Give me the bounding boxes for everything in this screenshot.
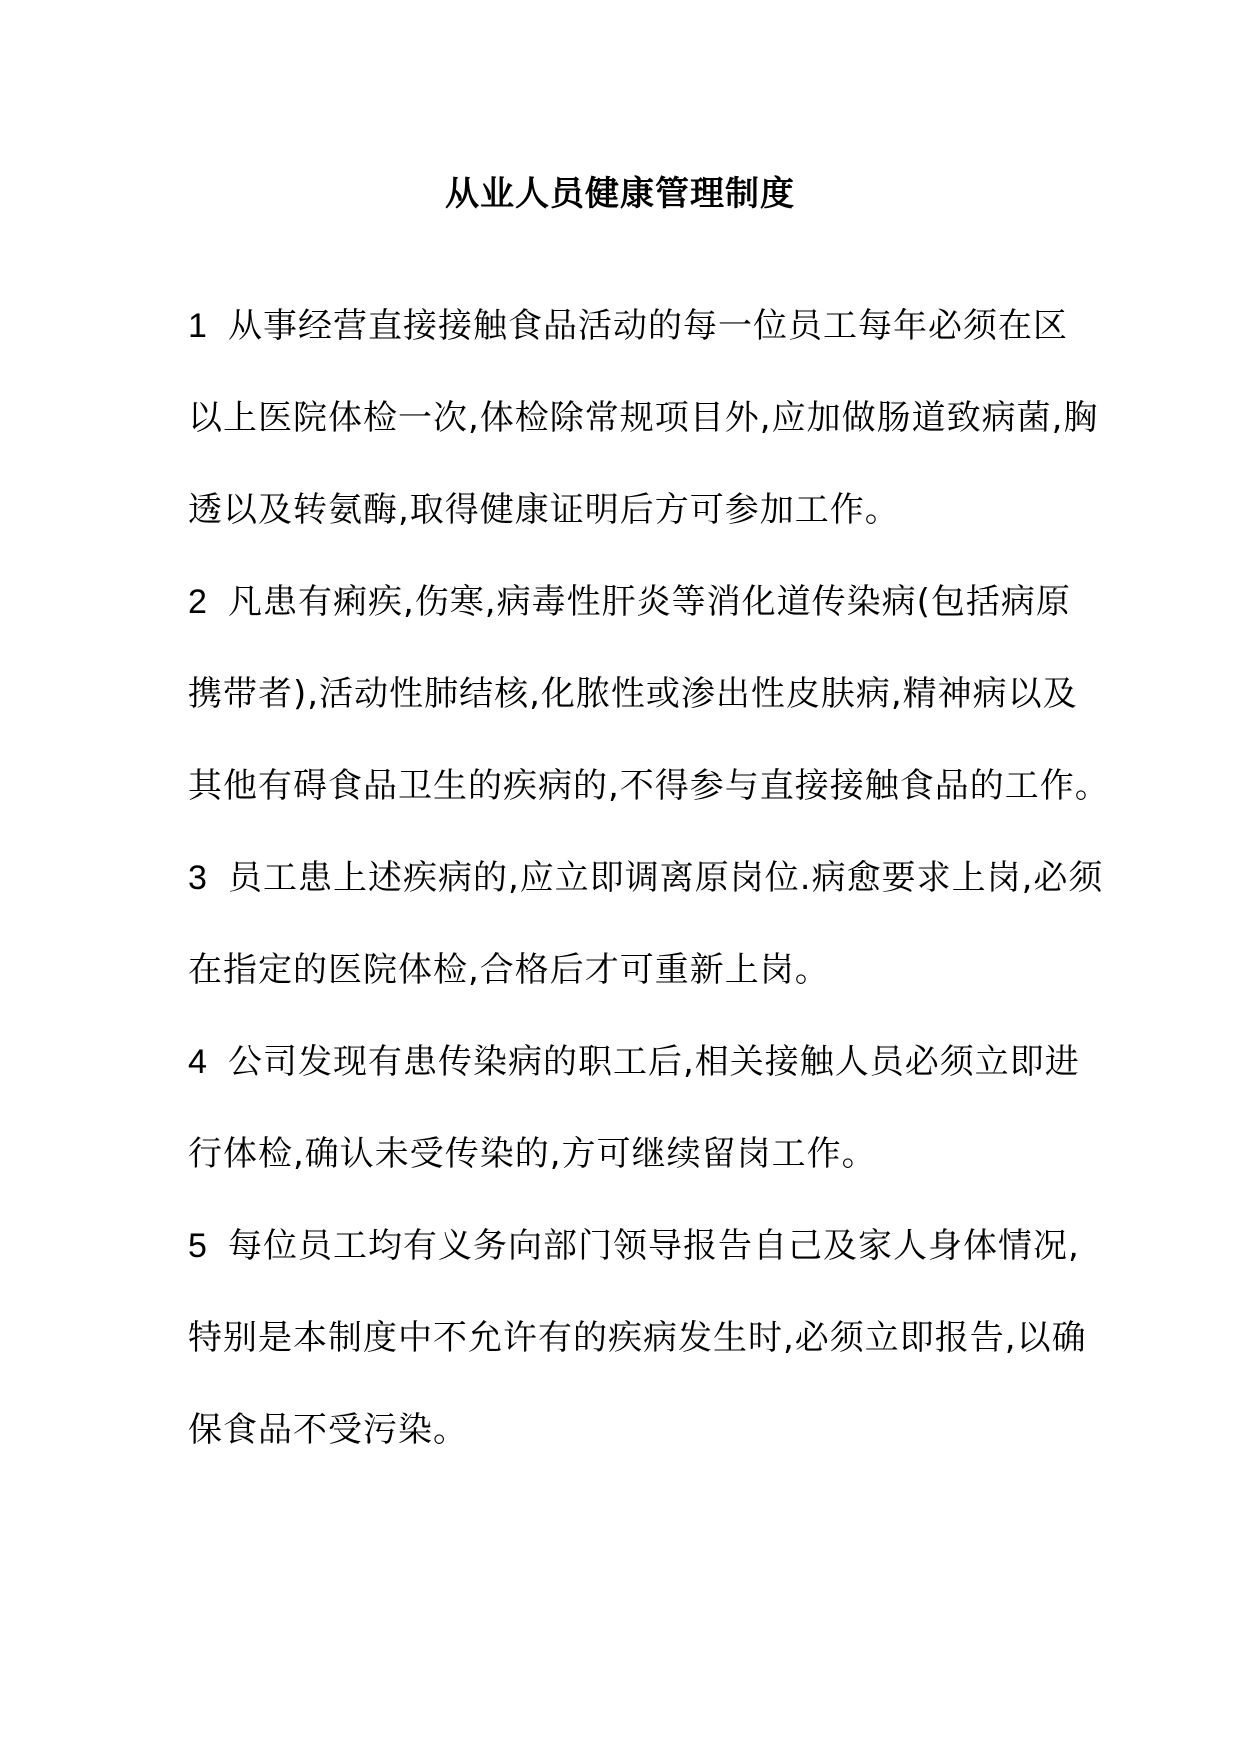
item-5-number: 5 bbox=[188, 1227, 208, 1265]
item-2-text-line-2: 携带者),活动性肺结核,化脓性或渗出性皮肤病,精神病以及 bbox=[188, 674, 1078, 714]
document-title: 从业人员健康管理制度 bbox=[445, 174, 795, 214]
item-5-text-line-1: 每位员工均有义务向部门领导报告自己及家人身体情况, bbox=[228, 1226, 1080, 1266]
item-3-number: 3 bbox=[188, 859, 208, 897]
item-2-number: 2 bbox=[188, 583, 208, 621]
item-3-line-2 bbox=[188, 948, 830, 992]
item-2-text-line-3: 其他有碍食品卫生的疾病的,不得参与直接接触食品的工作。 bbox=[188, 766, 1110, 806]
item-5-line-1 bbox=[188, 1224, 1080, 1268]
item-4-line-1 bbox=[188, 1040, 1080, 1084]
item-5-text-line-3: 保食品不受污染。 bbox=[188, 1410, 468, 1450]
item-1-text-line-2: 以上医院体检一次,体检除常规项目外,应加做肠道致病菌,胸 bbox=[188, 398, 1099, 438]
item-1-line-2 bbox=[188, 396, 1098, 440]
item-5-line-2 bbox=[188, 1316, 1087, 1360]
item-4-number: 4 bbox=[188, 1043, 208, 1081]
item-4-text-line-1: 公司发现有患传染病的职工后,相关接触人员必须立即进 bbox=[228, 1042, 1080, 1082]
item-5-line-3 bbox=[188, 1408, 468, 1452]
item-3-line-1 bbox=[188, 856, 1103, 900]
item-2-line-1 bbox=[188, 580, 1071, 624]
item-3-text-line-1: 员工患上述疾病的,应立即调离原岗位.病愈要求上岗,必须 bbox=[228, 858, 1104, 898]
item-4-line-2 bbox=[188, 1132, 877, 1176]
item-1-line-3 bbox=[188, 488, 900, 532]
item-2-line-2 bbox=[188, 672, 1078, 716]
item-4-text-line-2: 行体检,确认未受传染的,方可继续留岗工作。 bbox=[188, 1134, 877, 1174]
item-1-number: 1 bbox=[188, 307, 208, 345]
item-3-text-line-2: 在指定的医院体检,合格后才可重新上岗。 bbox=[188, 950, 830, 990]
item-1-line-1 bbox=[188, 304, 1068, 348]
item-1-text-line-1: 从事经营直接接触食品活动的每一位员工每年必须在区 bbox=[228, 306, 1068, 346]
item-2-text-line-1: 凡患有痢疾,伤寒,病毒性肝炎等消化道传染病(包括病原 bbox=[228, 582, 1071, 622]
item-2-line-3 bbox=[188, 764, 1110, 808]
item-1-text-line-3: 透以及转氨酶,取得健康证明后方可参加工作。 bbox=[188, 490, 900, 530]
item-5-text-line-2: 特别是本制度中不允许有的疾病发生时,必须立即报告,以确 bbox=[188, 1318, 1087, 1358]
